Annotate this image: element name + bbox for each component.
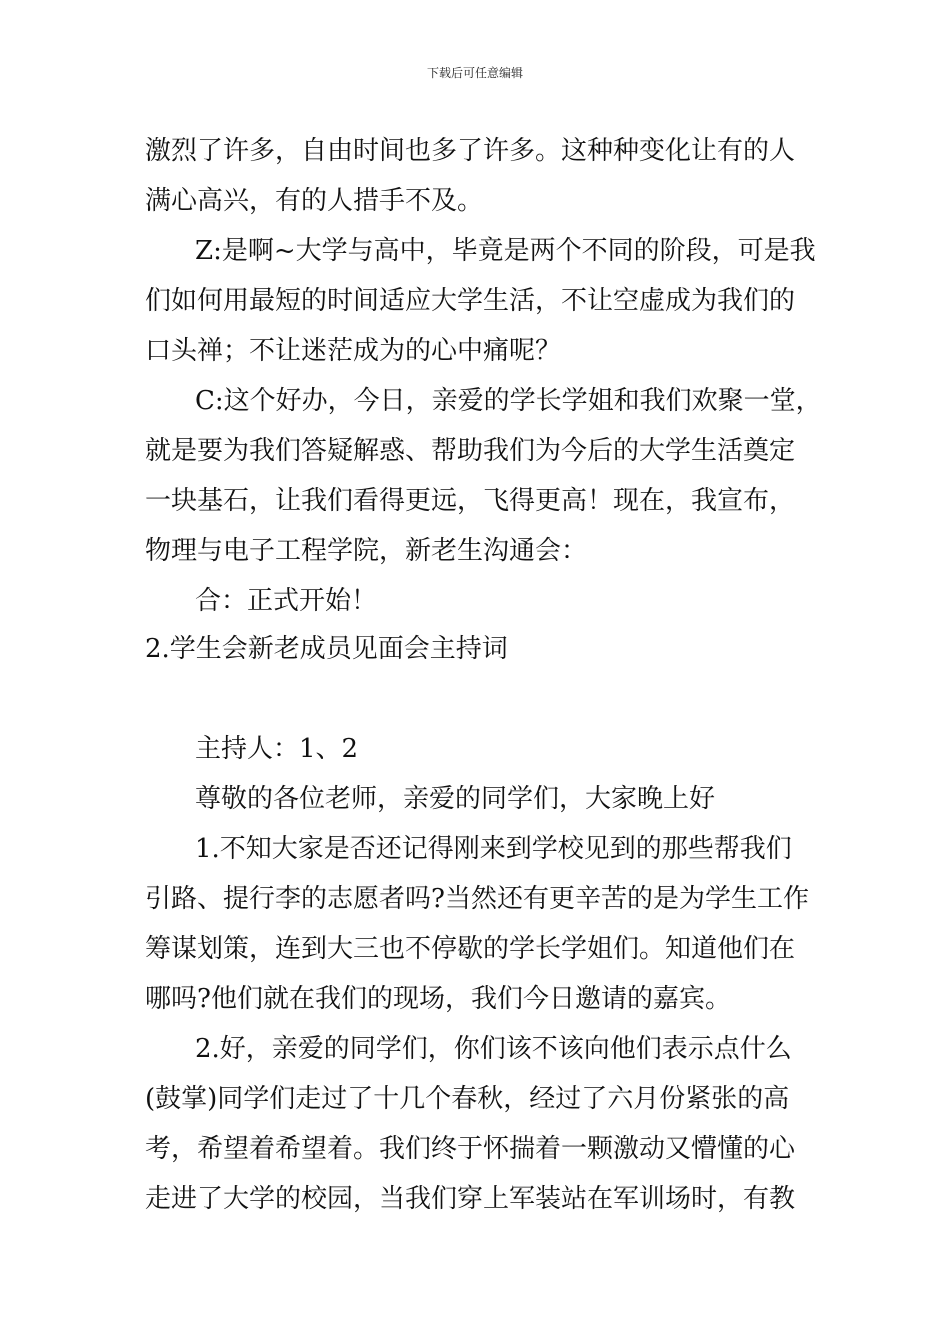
- text-line: 合：正式开始！: [195, 586, 378, 616]
- text-line: 主持人：1、2: [195, 734, 359, 764]
- text-line: 2.好，亲爱的同学们，你们该不该向他们表示点什么: [195, 1034, 792, 1064]
- text-line: 满心高兴，有的人措手不及。: [145, 186, 484, 216]
- text-line: Z:是啊~大学与高中，毕竟是两个不同的阶段，可是我: [195, 236, 816, 266]
- section-heading: 2.学生会新老成员见面会主持词: [145, 634, 508, 664]
- text-line: 物理与电子工程学院，新老生沟通会：: [145, 536, 588, 566]
- text-line: 考，希望着希望着。我们终于怀揣着一颗激动又懵懂的心: [145, 1134, 796, 1164]
- text-line: 一块基石，让我们看得更远，飞得更高！现在，我宣布，: [145, 486, 796, 516]
- text-line: 1.不知大家是否还记得刚来到学校见到的那些帮我们: [195, 834, 792, 864]
- text-line: 尊敬的各位老师，亲爱的同学们，大家晚上好: [195, 784, 716, 814]
- text-line: 走进了大学的校园，当我们穿上军装站在军训场时，有教: [145, 1184, 796, 1214]
- text-line: 引路、提行李的志愿者吗?当然还有更辛苦的是为学生工作: [145, 884, 809, 914]
- text-line: 就是要为我们答疑解惑、帮助我们为今后的大学生活奠定: [145, 436, 796, 466]
- page-header-note: 下载后可任意编辑: [426, 66, 523, 80]
- text-line: 们如何用最短的时间适应大学生活，不让空虚成为我们的: [145, 286, 796, 316]
- text-line: 哪吗?他们就在我们的现场，我们今日邀请的嘉宾。: [145, 984, 731, 1014]
- text-line: 口头禅；不让迷茫成为的心中痛呢？: [145, 336, 562, 366]
- text-line: (鼓掌)同学们走过了十几个春秋，经过了六月份紧张的高: [145, 1084, 790, 1114]
- text-line: 激烈了许多，自由时间也多了许多。这种种变化让有的人: [145, 136, 796, 166]
- text-line: C:这个好办，今日，亲爱的学长学姐和我们欢聚一堂，: [195, 386, 822, 416]
- text-line: 筹谋划策，连到大三也不停歇的学长学姐们。知道他们在: [145, 934, 796, 964]
